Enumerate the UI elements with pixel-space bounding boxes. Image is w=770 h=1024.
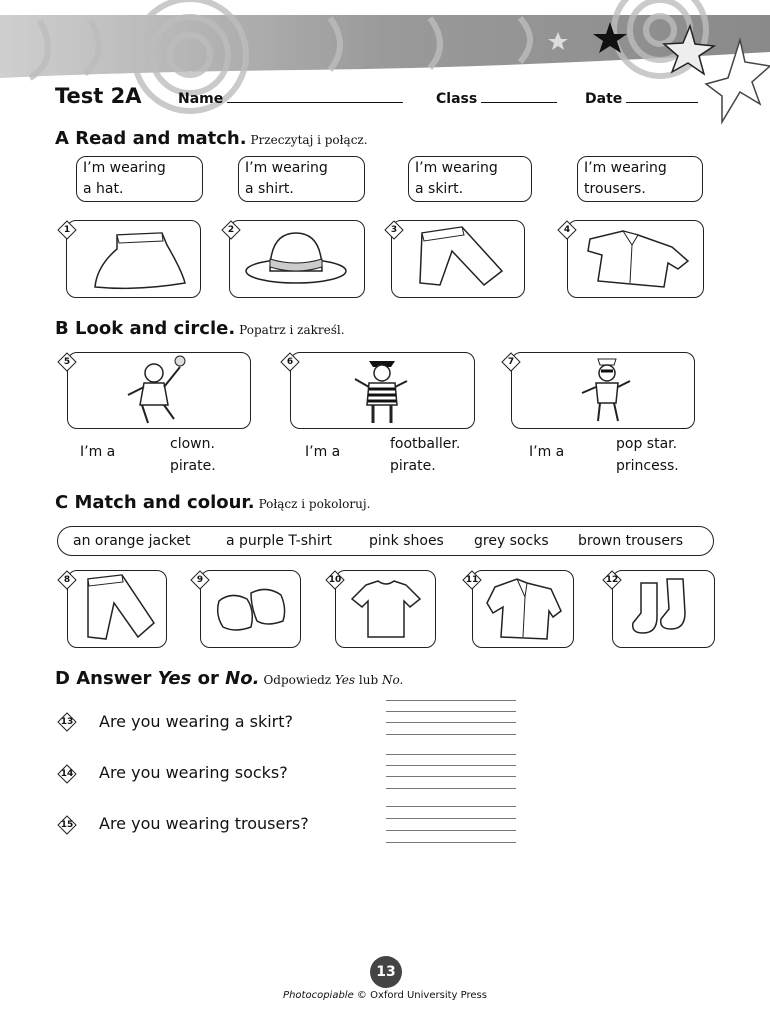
option-princess[interactable]: princess. <box>616 458 679 474</box>
option-pop-star[interactable]: pop star. <box>616 436 678 452</box>
speech-bubble <box>577 156 703 202</box>
section-instruction: Popatrz i zakreśl. <box>239 323 345 337</box>
number-marker <box>57 570 77 590</box>
number-marker <box>57 712 77 732</box>
marker-number: 11 <box>465 575 479 585</box>
hat-icon <box>230 221 363 296</box>
bubble-line: I’m wearing <box>584 160 667 176</box>
number-marker <box>57 220 77 240</box>
copyright-text: © Oxford University Press <box>356 990 487 1001</box>
number-marker <box>462 570 482 590</box>
answer-line[interactable] <box>386 788 516 789</box>
section-a-heading <box>55 128 368 149</box>
trousers-icon <box>68 571 165 646</box>
answer-line[interactable] <box>386 818 516 819</box>
name-field[interactable] <box>178 90 403 107</box>
footer-credit <box>0 990 770 1001</box>
marker-number: 8 <box>63 575 71 585</box>
sentence-prefix: I’m a <box>529 444 565 460</box>
number-marker <box>57 352 77 372</box>
number-marker <box>384 220 404 240</box>
date-line[interactable] <box>626 90 698 103</box>
picture-frame-5[interactable] <box>67 352 251 429</box>
bubble-line: I’m wearing <box>415 160 498 176</box>
section-title: Read and match. <box>75 128 247 149</box>
t-shirt-icon <box>336 571 434 646</box>
answer-line[interactable] <box>386 700 516 701</box>
number-marker <box>325 570 345 590</box>
number-marker <box>190 570 210 590</box>
section-d-heading <box>55 668 403 689</box>
jacket-icon <box>473 571 572 646</box>
class-label: Class <box>436 91 478 107</box>
marker-number: 3 <box>390 225 398 235</box>
number-marker <box>280 352 300 372</box>
pop-star-icon <box>512 353 693 427</box>
section-letter: D <box>55 668 70 689</box>
skirt-icon <box>67 221 199 296</box>
number-marker <box>57 764 77 784</box>
instruction-text: Odpowiedz <box>263 673 332 687</box>
answer-line[interactable] <box>386 734 516 735</box>
answer-line[interactable] <box>386 754 516 755</box>
marker-number: 5 <box>63 357 71 367</box>
question-text: Are you wearing a skirt? <box>99 712 294 731</box>
section-title: Answer <box>76 668 152 689</box>
section-letter: C <box>55 492 69 513</box>
sentence-prefix: I’m a <box>80 444 116 460</box>
section-instruction: Połącz i pokoloruj. <box>258 497 371 511</box>
picture-frame-8[interactable] <box>67 570 167 648</box>
bubble-line: I’m wearing <box>83 160 166 176</box>
answer-line[interactable] <box>386 722 516 723</box>
answer-line[interactable] <box>386 806 516 807</box>
number-marker <box>602 570 622 590</box>
question-text: Are you wearing socks? <box>99 763 288 782</box>
picture-frame-6[interactable] <box>290 352 475 429</box>
section-c-heading <box>55 492 370 513</box>
date-field[interactable] <box>585 90 698 107</box>
trousers-icon <box>392 221 523 296</box>
marker-number: 13 <box>60 717 74 727</box>
marker-number: 7 <box>507 357 515 367</box>
number-marker <box>557 220 577 240</box>
shoes-icon <box>201 571 299 646</box>
word-bank-item[interactable]: an orange jacket <box>73 533 191 549</box>
picture-frame-12[interactable] <box>612 570 715 648</box>
pirate-icon <box>291 353 473 427</box>
marker-number: 1 <box>63 225 71 235</box>
speech-bubble <box>408 156 532 202</box>
marker-number: 14 <box>60 769 74 779</box>
picture-frame-2[interactable] <box>229 220 365 298</box>
section-title: Match and colour. <box>74 492 255 513</box>
number-marker <box>57 815 77 835</box>
number-marker <box>221 220 241 240</box>
picture-frame-3[interactable] <box>391 220 525 298</box>
marker-number: 12 <box>605 575 619 585</box>
picture-frame-10[interactable] <box>335 570 436 648</box>
page-number: 13 <box>376 964 396 980</box>
number-marker <box>501 352 521 372</box>
marker-number: 15 <box>60 820 74 830</box>
option-pirate[interactable]: pirate. <box>170 458 216 474</box>
speech-bubble <box>76 156 203 202</box>
marker-number: 9 <box>196 575 204 585</box>
section-instruction <box>263 673 403 687</box>
bubble-line: a shirt. <box>245 181 294 197</box>
photocopiable-label: Photocopiable <box>283 990 354 1001</box>
answer-line[interactable] <box>386 842 516 843</box>
section-b-heading <box>55 318 345 339</box>
answer-line[interactable] <box>386 765 516 766</box>
answer-line[interactable] <box>386 776 516 777</box>
date-label: Date <box>585 91 623 107</box>
question-text: Are you wearing trousers? <box>99 814 309 833</box>
bubble-line: a skirt. <box>415 181 464 197</box>
word-bank-item[interactable]: brown trousers <box>578 533 684 549</box>
section-title: Look and circle. <box>75 318 236 339</box>
bubble-line: a hat. <box>83 181 124 197</box>
bubble-line: I’m wearing <box>245 160 328 176</box>
marker-number: 4 <box>563 225 571 235</box>
section-title-or: or <box>197 668 219 689</box>
answer-line[interactable] <box>386 830 516 831</box>
picture-frame-1[interactable] <box>66 220 201 298</box>
section-title-no: No. <box>225 668 260 689</box>
page-number-badge <box>370 956 402 988</box>
instruction-yes: Yes <box>334 673 356 687</box>
section-instruction: Przeczytaj i połącz. <box>250 133 368 147</box>
section-letter: A <box>55 128 69 149</box>
word-bank-item[interactable]: pink shoes <box>369 533 444 549</box>
picture-frame-11[interactable] <box>472 570 574 648</box>
instruction-lub: lub <box>358 673 379 687</box>
section-letter: B <box>55 318 69 339</box>
option-pirate[interactable]: pirate. <box>390 458 436 474</box>
test-title: Test 2A <box>55 84 142 108</box>
marker-number: 2 <box>227 225 235 235</box>
class-line[interactable] <box>481 90 557 103</box>
word-bank-item[interactable]: grey socks <box>474 533 549 549</box>
section-title-yes: Yes <box>157 668 192 689</box>
speech-bubble <box>238 156 365 202</box>
shirt-icon <box>568 221 702 296</box>
picture-frame-7[interactable] <box>511 352 695 429</box>
picture-frame-9[interactable] <box>200 570 301 648</box>
option-clown[interactable]: clown. <box>170 436 215 452</box>
option-footballer[interactable]: footballer. <box>390 436 461 452</box>
word-bank-item[interactable]: a purple T-shirt <box>226 533 333 549</box>
name-label: Name <box>178 91 224 107</box>
clown-icon <box>68 353 249 427</box>
socks-icon <box>613 571 713 646</box>
answer-line[interactable] <box>386 711 516 712</box>
header-banner <box>0 0 770 130</box>
marker-number: 10 <box>328 575 342 585</box>
sentence-prefix: I’m a <box>305 444 341 460</box>
picture-frame-4[interactable] <box>567 220 704 298</box>
instruction-no: No. <box>381 673 404 687</box>
class-field[interactable] <box>436 90 557 107</box>
name-line[interactable] <box>227 90 403 103</box>
bubble-line: trousers. <box>584 181 646 197</box>
marker-number: 6 <box>286 357 294 367</box>
